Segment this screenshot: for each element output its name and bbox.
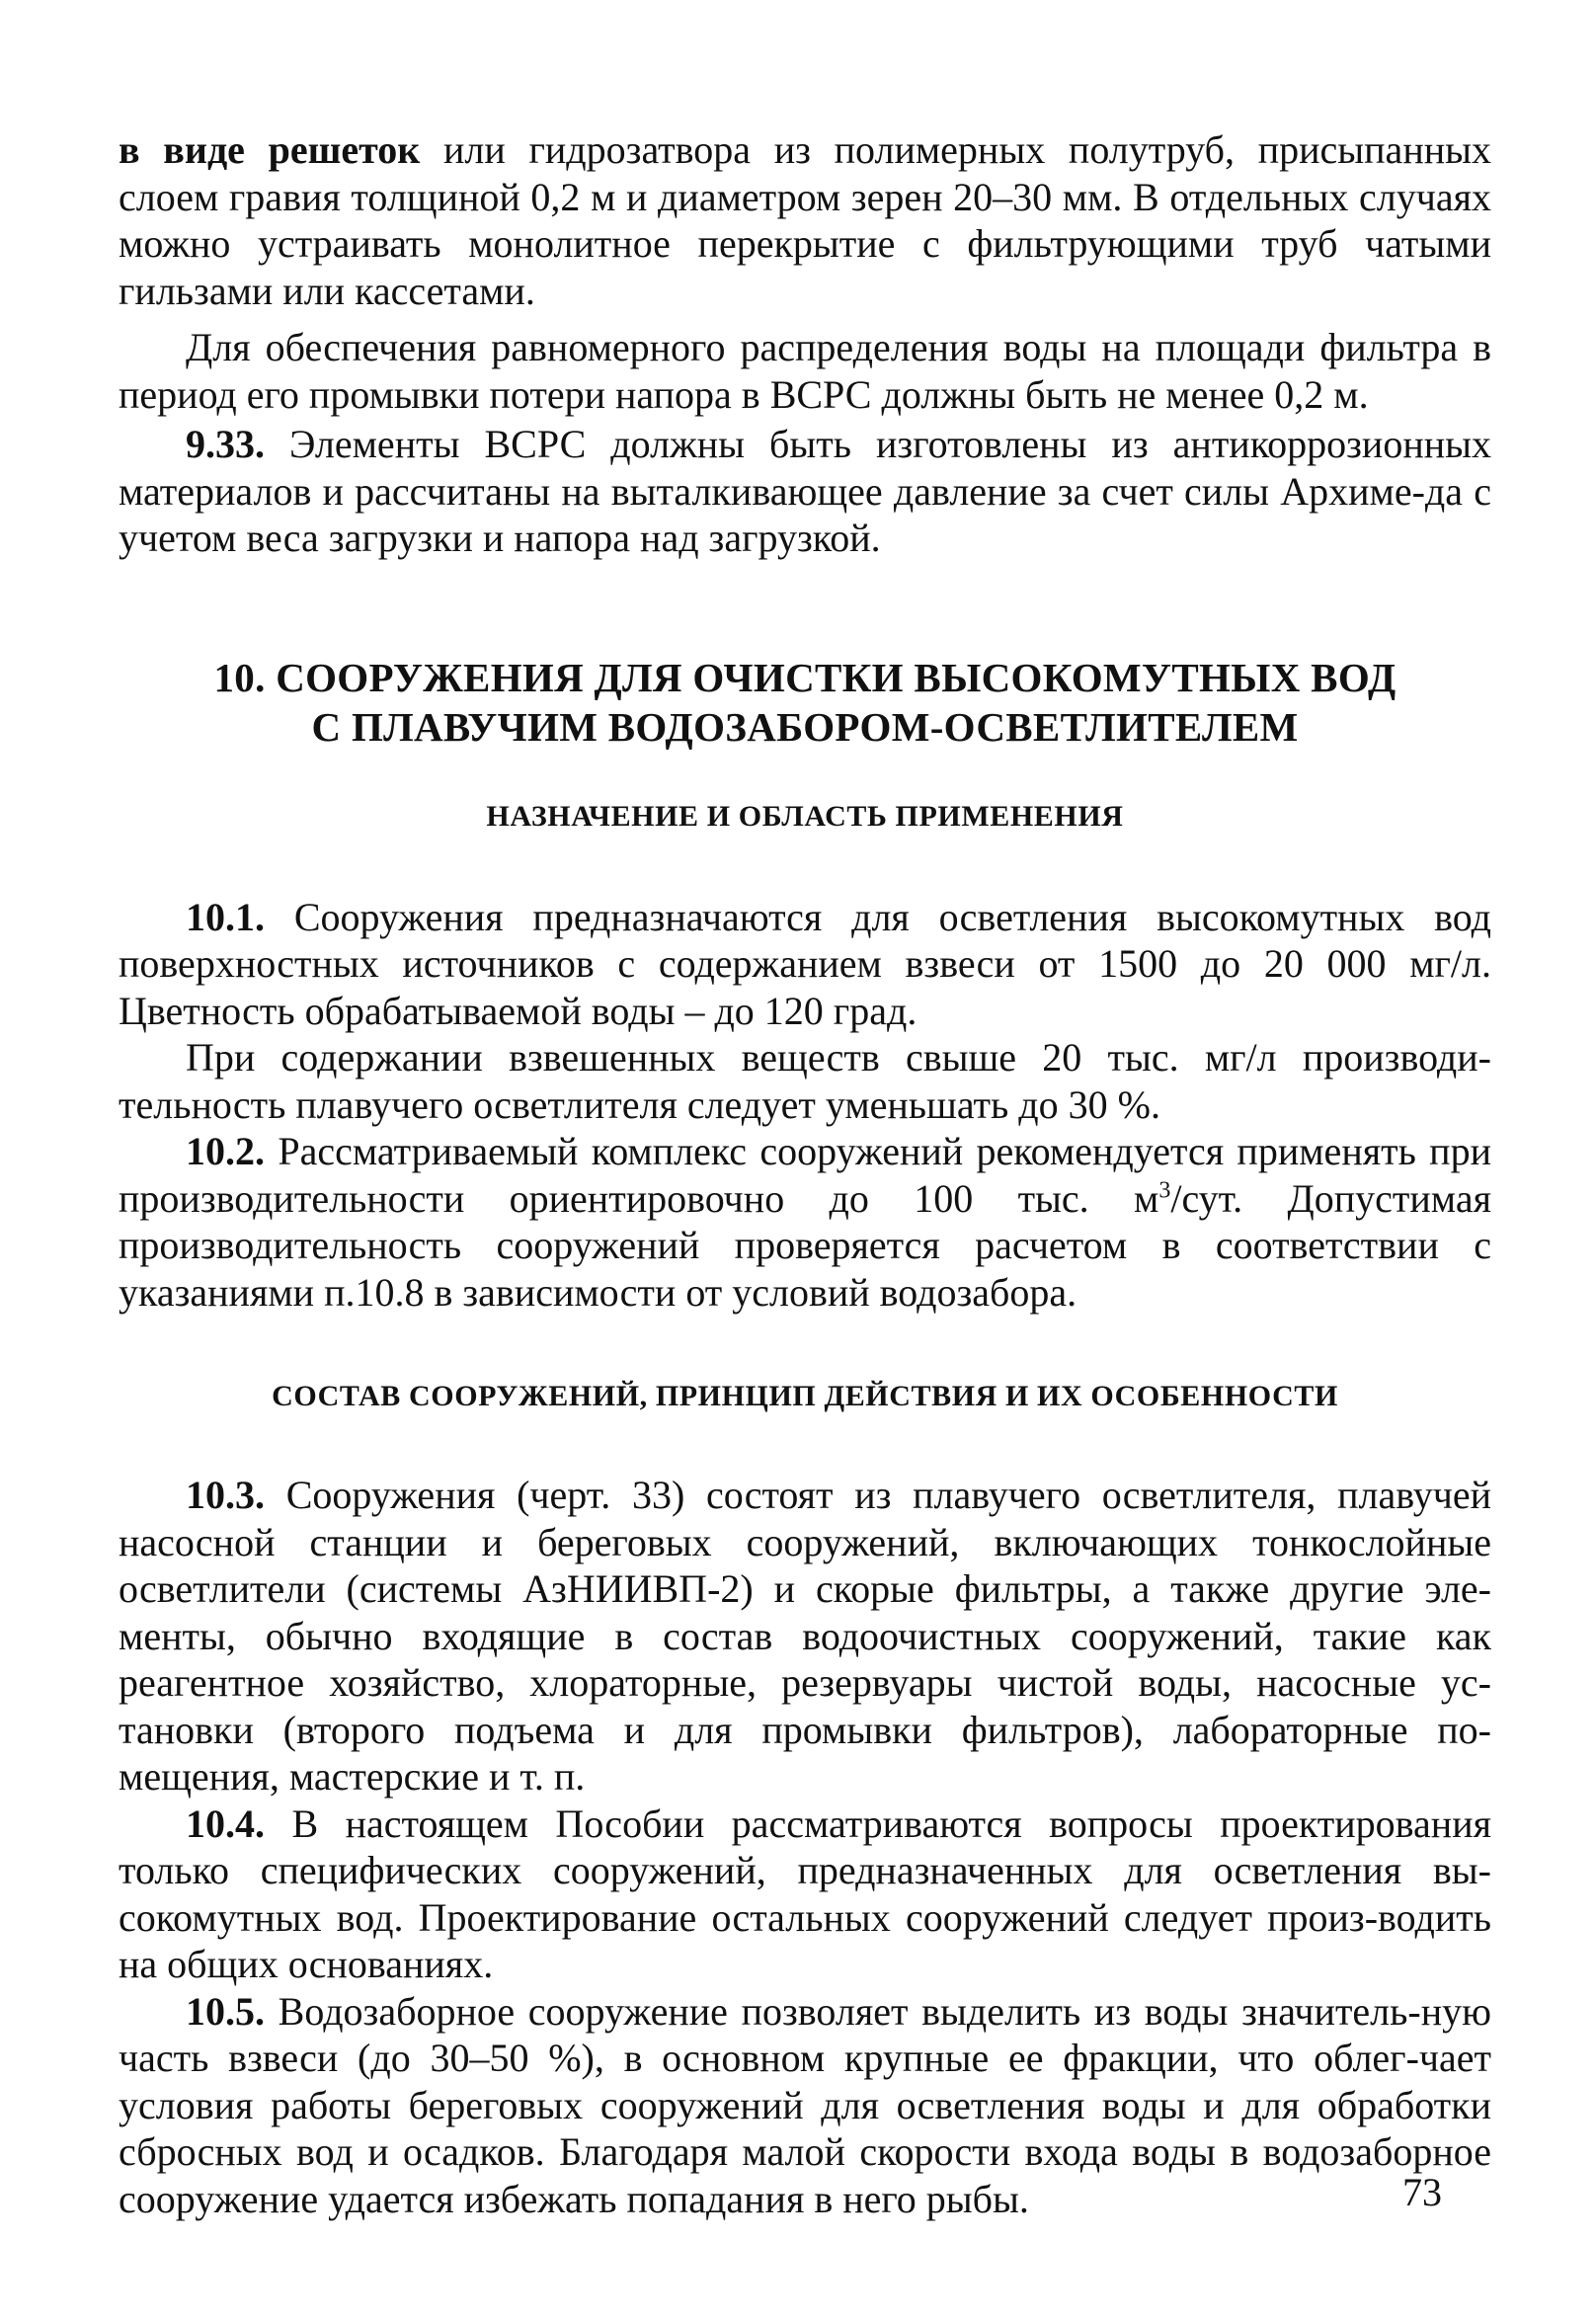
- paragraph-10-4: [119, 1800, 1491, 1988]
- subheading-composition: СОСТАВ СООРУЖЕНИЙ, ПРИНЦИП ДЕЙСТВИЯ И ИХ ОСОБЕННОСТИ: [272, 1380, 1338, 1412]
- item-text-10-2-a: Рассматриваемый комплекс сооружений рекомендуется применять при производительности ориентировочно до 100 тыс. м: [119, 1129, 1491, 1221]
- paragraph-distribution: Для обеспечения равномерного распределения воды на площади фильтра в период его промывки потери напора в ВСРС должны быть не менее 0,2 м.: [119, 325, 1491, 417]
- paragraph-10-1: [119, 894, 1491, 1035]
- paragraph-continuation: [119, 126, 1491, 314]
- superscript-3: 3: [1158, 1177, 1171, 1204]
- section-title-line-1: 10. СООРУЖЕНИЯ ДЛЯ ОЧИСТКИ ВЫСОКОМУТНЫХ ВОД: [213, 654, 1396, 700]
- paragraph-continuation-text: или гидрозатвора из полимерных полутруб, присыпанных слоем гравия толщиной 0,2 м и диаметром зерен 20–30 мм. В отдельных случаях можно устраивать монолитное перекрытие с фильтрующими труб чатыми гильзами или кассетами.: [119, 127, 1491, 313]
- section-title-line-2: С ПЛАВУЧИМ ВОДОЗАБОРОМ-ОСВЕТЛИТЕЛЕМ: [311, 703, 1299, 750]
- paragraph-9-33: [119, 421, 1491, 562]
- subheading-purpose: НАЗНАЧЕНИЕ И ОБЛАСТЬ ПРИМЕНЕНИЯ: [486, 799, 1124, 833]
- item-text-10-5: Водозаборное сооружение позволяет выделить из воды значитель-ную часть взвеси (до 30–50 %), в основном крупные ее фракции, что облег-чает условия работы береговых сооружений для осветления воды и для обработки сбросных вод и осадков. Благодаря малой скорости входа воды в водозаборное сооружение удается избежать попадания в него рыбы.: [119, 1988, 1491, 2221]
- item-number-10-4: 10.4.: [186, 1800, 265, 1846]
- item-text-10-3: Сооружения (черт. 33) состоят из плавучего осветлителя, плавучей насосной станции и береговых сооружений, включающих тонкослойные осветлители (системы АзНИИВП-2) и скорые фильтры, а также другие эле-менты, обычно входящие в состав водоочистных сооружений, такие как реагентное хозяйство, хлораторные, резервуары чистой воды, насосные ус-тановки (второго подъема и для промывки фильтров), лабораторные по-мещения, мастерские и т. п.: [119, 1473, 1491, 1799]
- paragraph-continuation-lead: в виде решеток: [119, 127, 421, 172]
- item-text-9-33: Элементы ВСРС должны быть изготовлены из антикоррозионных материалов и рассчитаны на выталкивающее давление за счет силы Архиме-да с учетом веса загрузки и напора над загрузкой.: [119, 422, 1491, 560]
- paragraph-10-5: [119, 1988, 1491, 2223]
- page-number: 73: [1402, 2170, 1442, 2214]
- item-text-10-1: Сооружения предназначаются для осветления высокомутных вод поверхностных источников с содержанием взвеси от 1500 до 20 000 мг/л. Цветность обрабатываемой воды – до 120 град.: [119, 894, 1491, 1033]
- item-text-10-2-b: /сут. Допустимая производительность сооружений проверяется расчетом в соответствии с указаниями п.10.8 в зависимости от условий водозабора.: [119, 1175, 1491, 1315]
- item-number-10-3: 10.3.: [186, 1473, 265, 1517]
- item-number-10-5: 10.5.: [186, 1988, 265, 2034]
- item-text-10-4: В настоящем Пособии рассматриваются вопросы проектирования только специфических сооружений, предназначенных для осветления вы-сокомутных вод. Проектирование остальных сооружений следует произ-водить на общих основаниях.: [119, 1800, 1491, 1986]
- section-title: [119, 653, 1491, 752]
- paragraph-10-2: [119, 1128, 1491, 1316]
- paragraph-10-3: [119, 1472, 1491, 1800]
- document-page: [119, 126, 1491, 2222]
- item-number-10-2: 10.2.: [186, 1129, 265, 1173]
- paragraph-10-1-continued: При содержании взвешенных веществ свыше 20 тыс. мг/л производи-тельность плавучего осветлителя следует уменьшать до 30 %.: [119, 1035, 1491, 1127]
- item-number-10-1: 10.1.: [186, 894, 265, 939]
- item-number-9-33: 9.33.: [186, 422, 265, 466]
